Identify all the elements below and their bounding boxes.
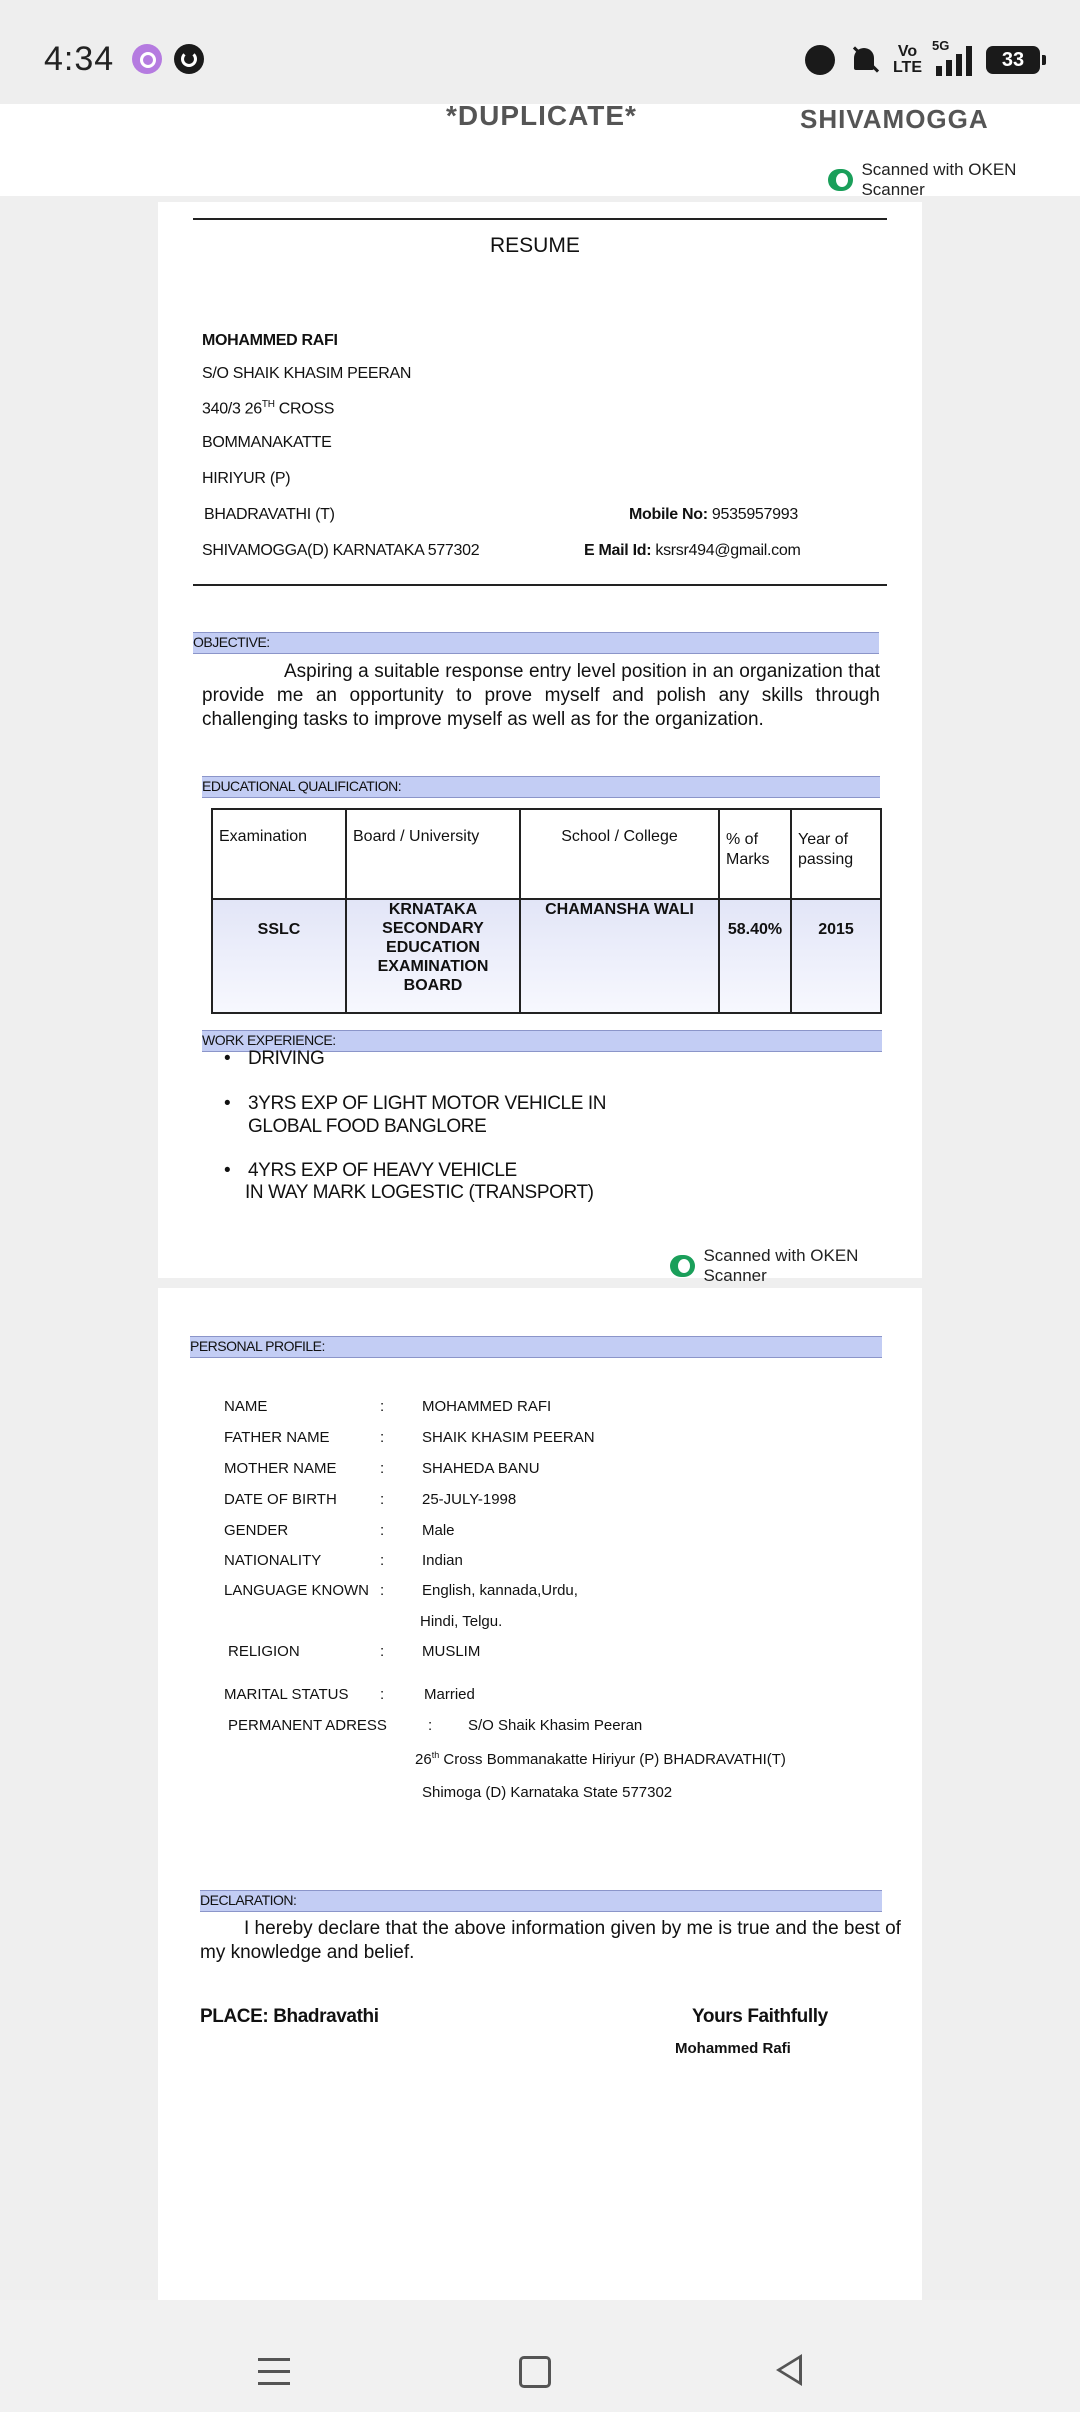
scanner-watermark: Scanned with OKEN Scanner [828,160,1080,200]
col-school: School / College [520,809,719,899]
education-heading: EDUCATIONAL QUALIFICATION: [202,778,402,794]
field-colon: : [380,1429,385,1446]
field-colon: : [380,1552,385,1569]
applicant-name: MOHAMMED RAFI [202,332,338,349]
battery-icon: 33 [986,46,1040,74]
col-examination: Examination [212,809,346,899]
field-label: RELIGION [228,1643,300,1660]
place: PLACE: Bhadravathi [200,2006,379,2027]
personal-band [190,1336,882,1358]
field-value: 25-JULY-1998 [422,1491,517,1508]
cell-marks: 58.40% [719,899,791,1013]
field-label: MARITAL STATUS [224,1686,349,1703]
field-colon: : [380,1522,385,1539]
scanner-watermark: Scanned with OKEN Scanner [670,1246,922,1286]
field-value: Male [422,1522,455,1539]
col-marks: % of Marks [719,809,791,899]
col-year: Year of passing [791,809,881,899]
field-value-cont: Hindi, Telgu. [420,1613,503,1630]
work-item-2: • 3YRS EXP OF LIGHT MOTOR VEHICLE IN [248,1093,606,1115]
status-icons [805,40,1040,80]
field-colon: : [380,1398,385,1415]
resume-page-1 [158,202,922,1285]
home-square-icon[interactable] [519,2356,551,2388]
field-value: SHAIK KHASIM PEERAN [422,1429,595,1446]
status-bar [0,0,1080,104]
duplicate-stamp: *DUPLICATE* [446,100,637,131]
work-item-3-cont: IN WAY MARK LOGESTIC (TRANSPORT) [245,1182,594,1203]
signature-name: Mohammed Rafi [675,2040,791,2057]
work-item-1: • DRIVING [248,1048,324,1070]
address-line-1: S/O SHAIK KHASIM PEERAN [202,365,412,382]
objective-band [193,632,879,654]
clock: 4:34 [44,40,115,78]
oken-scanner-logo-icon [828,169,853,191]
cell-board: KRNATAKA SECONDARY EDUCATION EXAMINATION BOARD [346,899,520,1013]
city-stamp: SHIVAMOGGA [800,104,989,134]
work-item-2-cont: GLOBAL FOOD BANGLORE [248,1116,487,1137]
top-rule [193,218,887,220]
objective-text: Aspiring a suitable response entry level position in an organization that provide me an opportunity to prove myself and polish any skills through challenging tasks to improve myself as well as for the organization. [202,661,880,730]
field-colon: : [380,1491,385,1508]
address-line-2: 340/3 26TH CROSS [202,399,335,418]
field-colon: : [380,1686,385,1703]
cell-exam: SSLC [212,899,346,1013]
field-label: MOTHER NAME [224,1460,337,1477]
objective-heading: OBJECTIVE: [193,634,270,650]
field-label: PERMANENT ADRESS [228,1717,387,1734]
field-value: MOHAMMED RAFI [422,1398,552,1415]
declaration-heading: DECLARATION: [200,1892,297,1908]
network-type: 5G [932,38,950,53]
closing: Yours Faithfully [692,2006,828,2027]
work-heading: WORK EXPERIENCE: [202,1032,336,1048]
resume-title: RESUME [490,234,580,257]
field-colon: : [428,1717,433,1734]
vpn-notification-icon [174,44,204,74]
back-triangle-icon[interactable] [776,2354,802,2386]
cell-year: 2015 [791,899,881,1013]
email-address: E Mail Id: ksrsr494@gmail.com [584,542,801,559]
permanent-address-line-2: 26th Cross Bommanakatte Hiriyur (P) BHADRAVATHI(T) [415,1750,786,1768]
declaration-text-2: my knowledge and belief. [200,1942,415,1963]
signal-strength-icon [932,38,972,76]
col-board: Board / University [346,809,520,899]
field-label: LANGUAGE KNOWN [224,1582,370,1599]
work-item-3: • 4YRS EXP OF HEAVY VEHICLE [248,1160,517,1182]
field-value: Indian [422,1552,463,1569]
field-value: MUSLIM [422,1643,481,1660]
field-label: NAME [224,1398,268,1415]
address-line-4: HIRIYUR (P) [202,470,291,487]
education-band [202,776,880,798]
mute-bell-icon [849,45,879,75]
field-label: NATIONALITY [224,1552,322,1569]
permanent-address-line-3: Shimoga (D) Karnataka State 577302 [422,1784,673,1801]
address-rule [193,584,887,586]
app-notification-icon [132,44,162,74]
address-line-3: BOMMANAKATTE [202,434,332,451]
declaration-band [200,1890,882,1912]
declaration-text-1: I hereby declare that the above information given by me is true and the best of [244,1918,901,1939]
field-label: DATE OF BIRTH [224,1491,337,1508]
field-label: GENDER [224,1522,289,1539]
field-colon: : [380,1643,385,1660]
address-line-5: BHADRAVATHI (T) [204,506,335,523]
field-label: FATHER NAME [224,1429,330,1446]
personal-heading: PERSONAL PROFILE: [190,1338,325,1354]
table-row [212,899,881,1013]
field-value: SHAHEDA BANU [422,1460,540,1477]
mobile-number: Mobile No: 9535957993 [629,506,798,523]
alarm-icon [805,45,835,75]
recent-apps-menu-icon[interactable] [258,2358,290,2394]
field-value: S/O Shaik Khasim Peeran [468,1717,643,1734]
cell-school: CHAMANSHA WALI [520,899,719,1013]
oken-scanner-logo-icon [670,1255,695,1277]
field-value: English, kannada,Urdu, [422,1582,578,1599]
field-colon: : [380,1582,385,1599]
field-colon: : [380,1460,385,1477]
field-value: Married [424,1686,475,1703]
resume-page-2 [158,1288,922,2300]
address-line-6: SHIVAMOGGA(D) KARNATAKA 577302 [202,542,480,559]
education-table [211,808,882,1014]
volte-indicator: Vo LTE [892,43,922,76]
navigation-bar [0,2300,1080,2412]
